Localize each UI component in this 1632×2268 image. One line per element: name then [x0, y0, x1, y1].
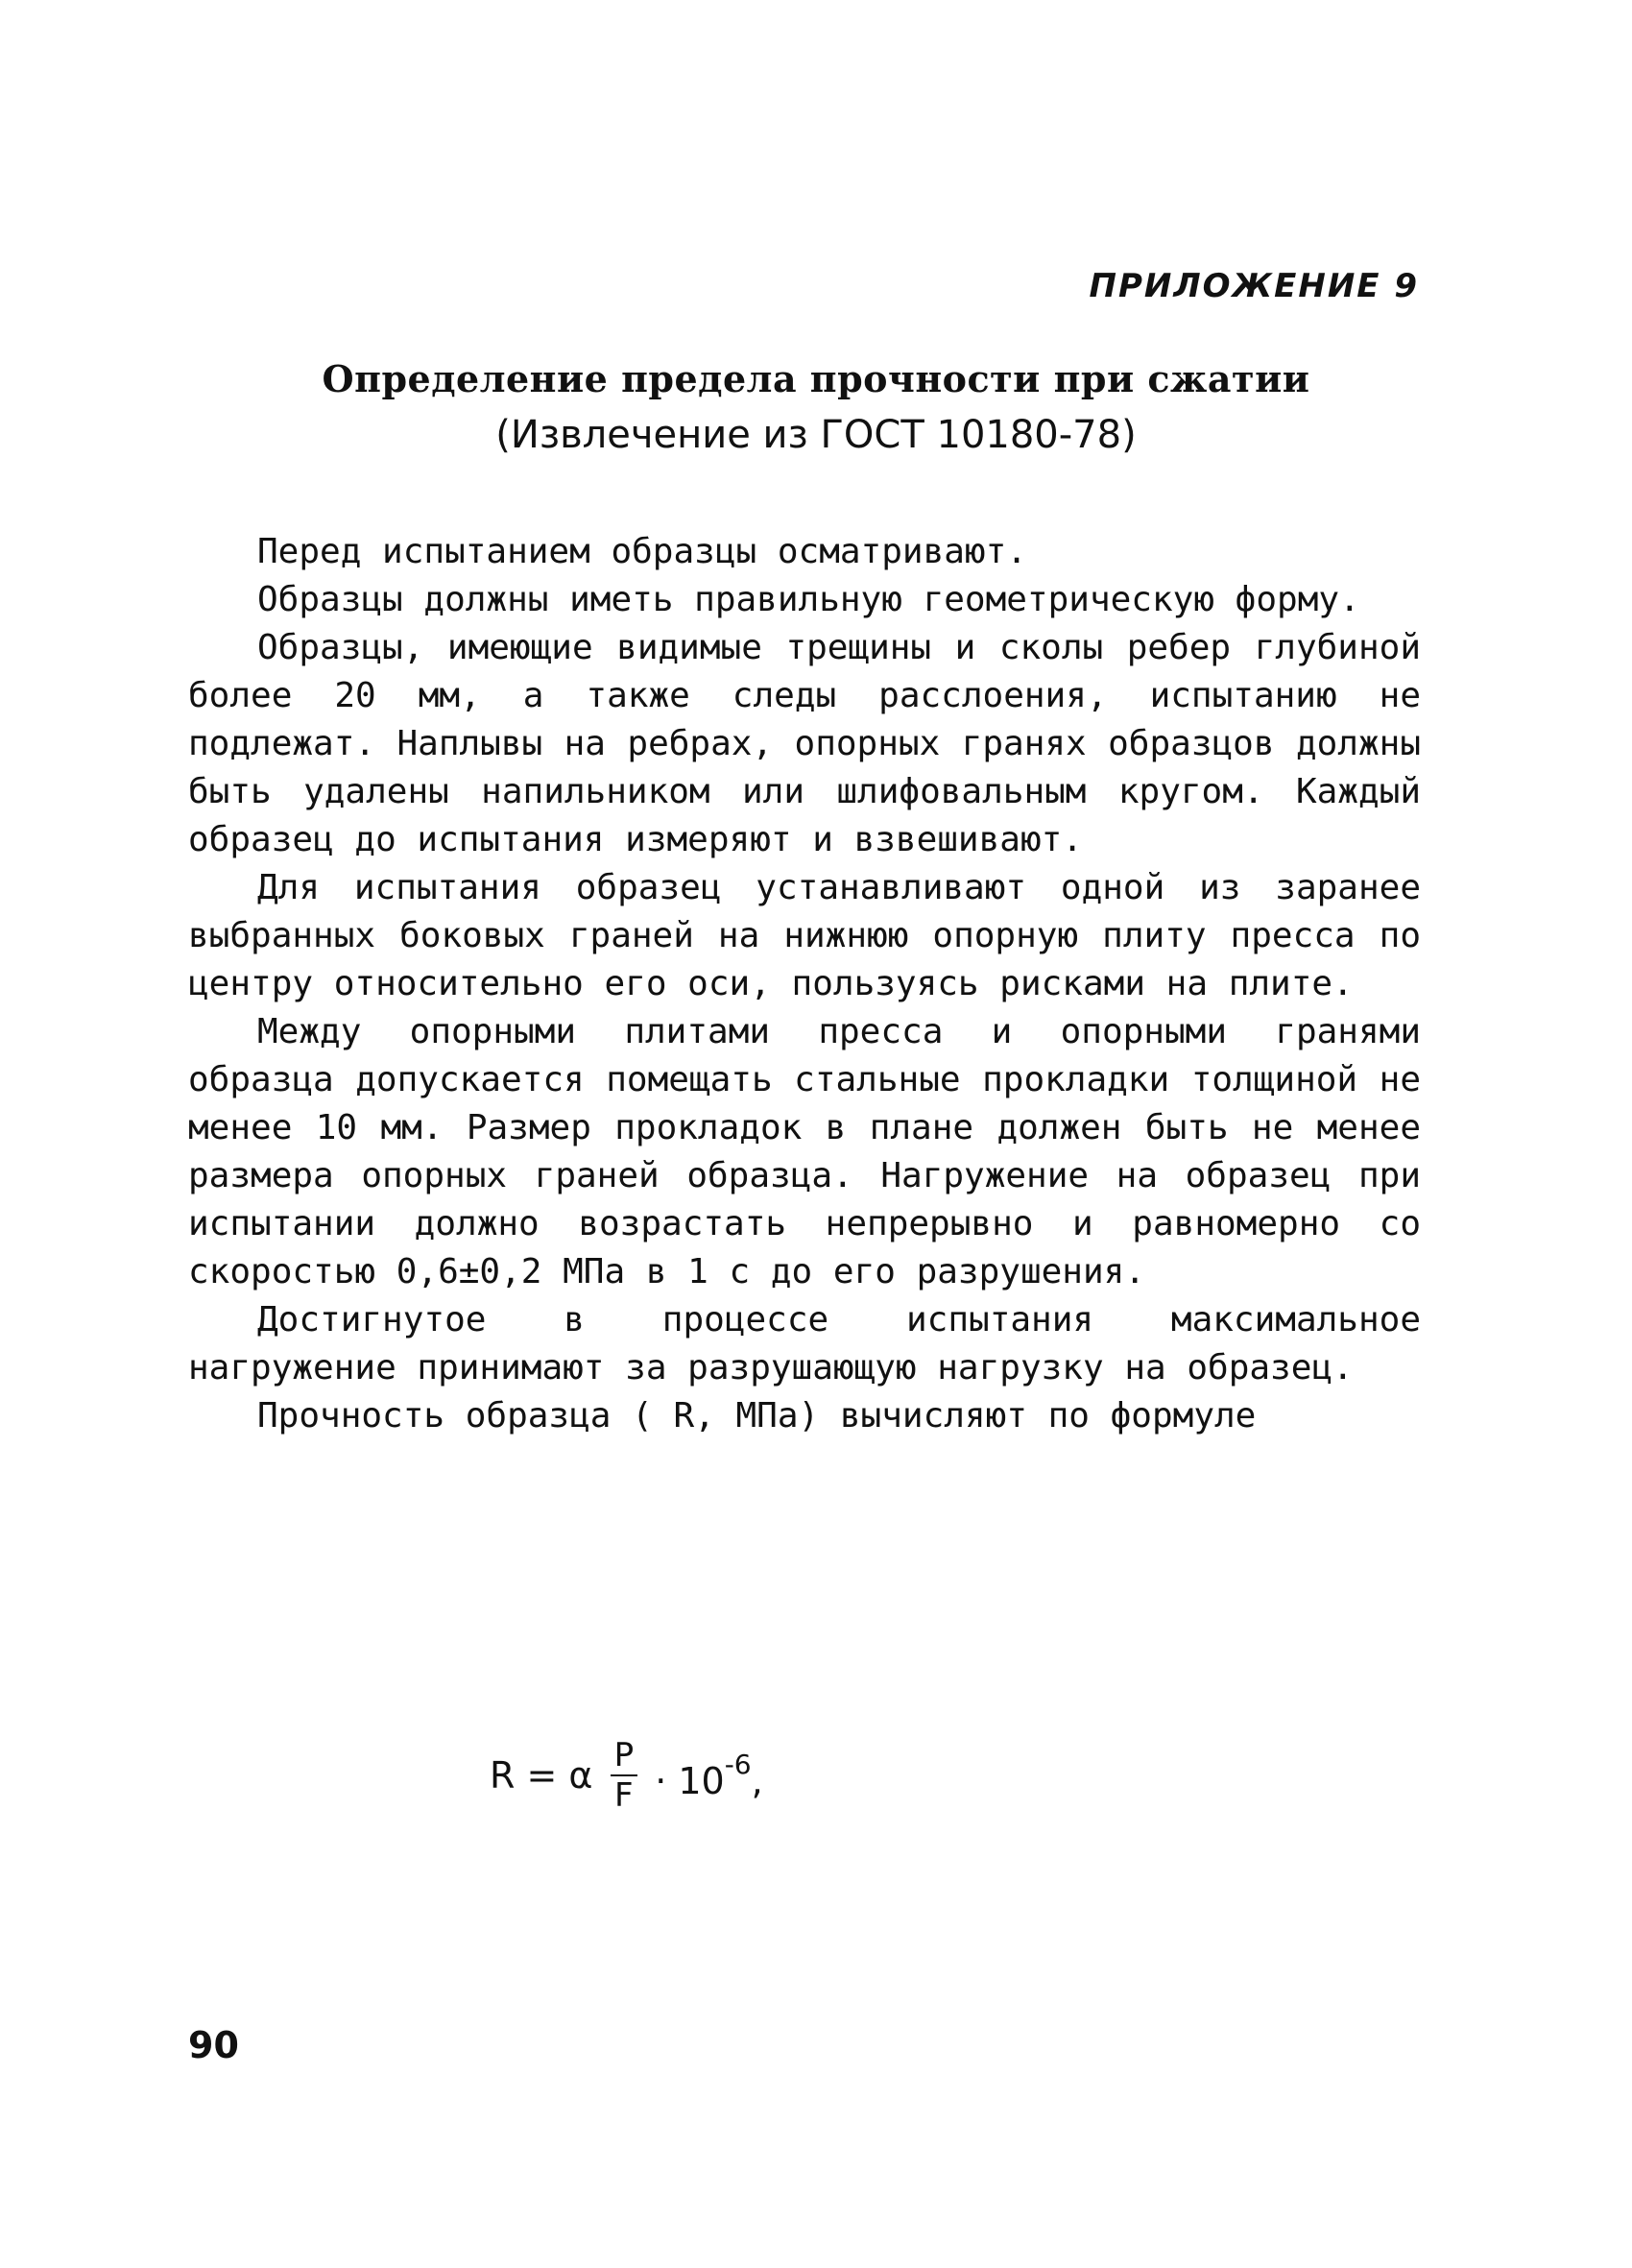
- paragraph: Достигнутое в процессе испытания максимальное нагружение принимают за разрушающую нагрузку на образец.: [188, 1300, 1421, 1387]
- formula-denominator: F: [614, 1776, 634, 1815]
- paragraph: Образцы, имеющие видимые трещины и сколы ребер глубиной более 20 мм, а также следы расслоения, испытанию не подлежат. Наплывы на ребрах, опорных гранях образцов должны быть удалены напильником или шлифовальным кругом. Каждый образец до испытания измеряют и взвешивают.: [188, 628, 1421, 859]
- body-text: [188, 528, 1421, 1440]
- formula-coefficient: α: [568, 1754, 593, 1797]
- paragraph: Между опорными плитами пресса и опорными гранями образца допускается помещать стальные прокладки толщиной не менее 10 мм. Размер прокладок в плане должен быть не менее размера опорных граней образца. Нагружение на образец при испытании должно возрастать непрерывно и равномерно со скоростью 0,6±0,2 МПа в 1 с до его разрушения.: [188, 1012, 1421, 1291]
- paragraph: Для испытания образец устанавливают одной из заранее выбранных боковых граней на нижнюю опорную плиту пресса по центру относительно его оси, пользуясь рисками на плите.: [188, 868, 1421, 1003]
- formula-lhs: R =: [490, 1754, 558, 1797]
- formula-fraction: [611, 1736, 638, 1815]
- document-subtitle: (Извлечение из ГОСТ 10180-78): [495, 413, 1137, 457]
- paragraph: Образцы должны иметь правильную геометрическую форму.: [257, 580, 1360, 619]
- paragraph: Перед испытанием образцы осматривают.: [257, 532, 1027, 571]
- formula-numerator: P: [611, 1736, 638, 1776]
- formula-exponent: -6: [724, 1749, 752, 1781]
- paragraph: Прочность образца ( R, МПа) вычисляют по формуле: [257, 1396, 1257, 1436]
- document-title: Определение предела прочности при сжатии: [322, 357, 1310, 400]
- page-number: 90: [188, 2024, 239, 2066]
- formula-multiplier: · $10^{-6}$,: [655, 1749, 763, 1802]
- strength-formula: [490, 1736, 763, 1842]
- appendix-label: ПРИЛОЖЕНИЕ 9: [1089, 267, 1419, 305]
